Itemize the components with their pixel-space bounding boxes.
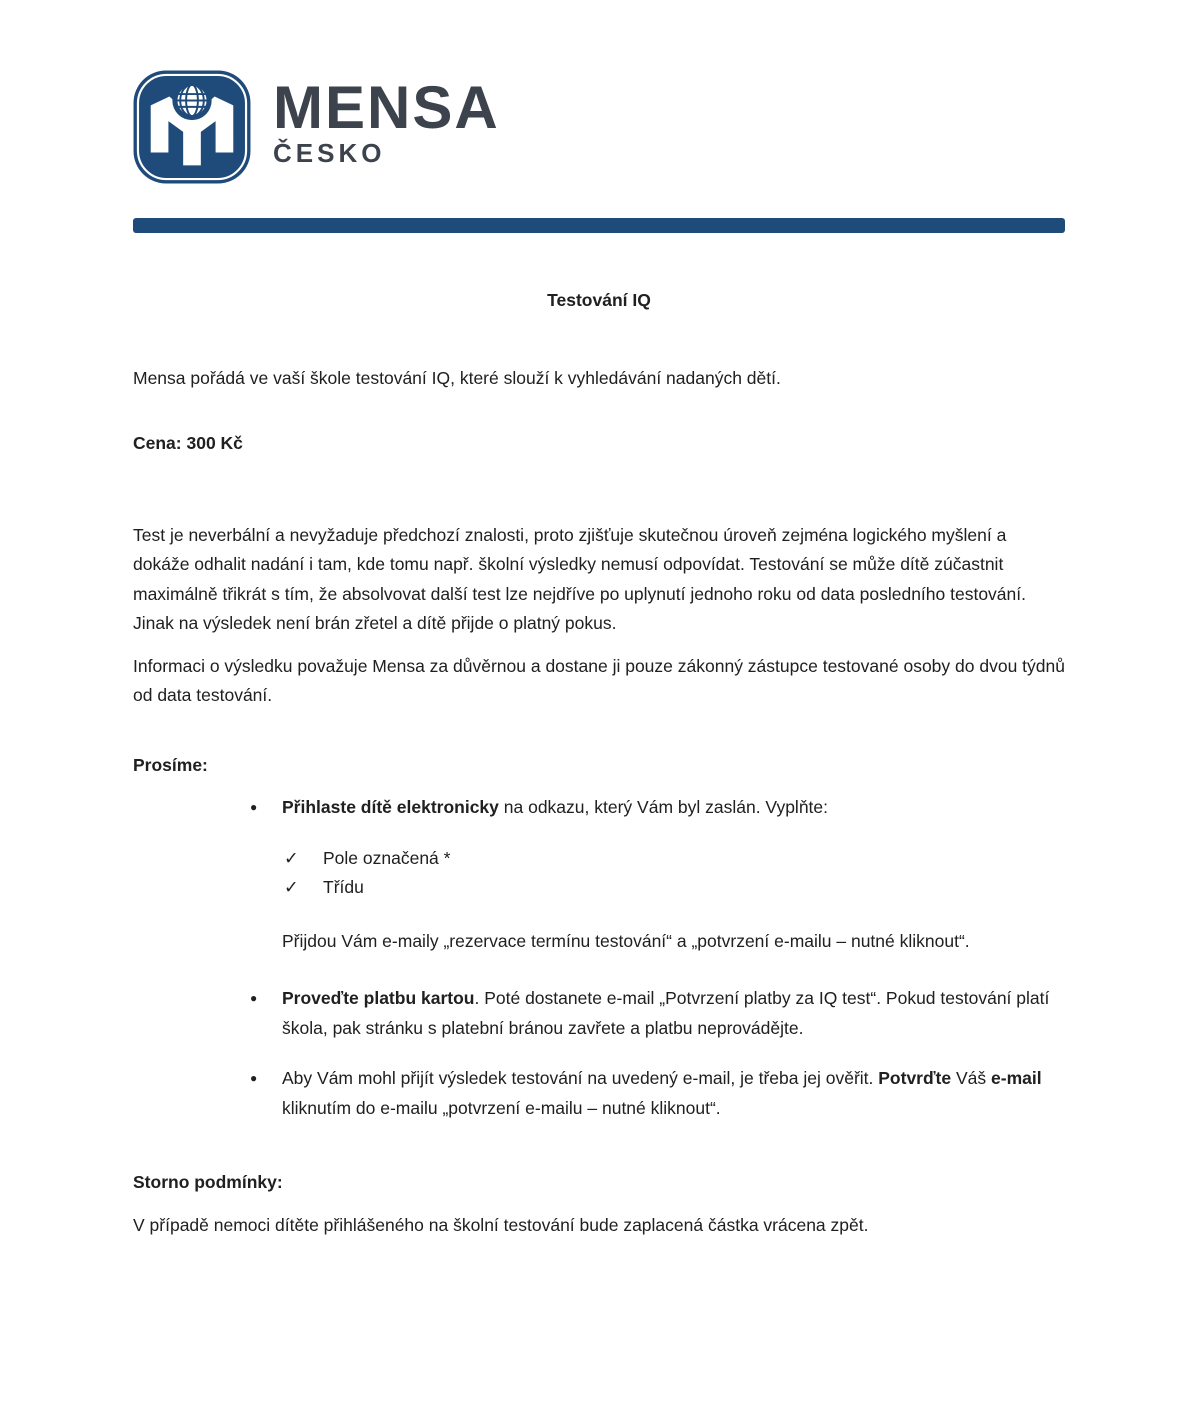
list-item-text xyxy=(282,1064,1065,1123)
results-confidentiality-paragraph: Informaci o výsledku považuje Mensa za důvěrnou a dostane ji pouze zákonný zástupce testované osoby do dvou týdnů od data testování. xyxy=(133,655,1065,705)
verify-part1-text: Aby Vám mohl přijít výsledek testování na uvedený e-mail, je třeba jej ověřit. xyxy=(282,1068,879,1088)
mensa-logo xyxy=(133,70,1065,185)
cancellation-heading: Storno podmínky: xyxy=(133,1172,283,1192)
list-item-text xyxy=(282,793,1065,823)
verify-part2-text: Váš xyxy=(951,1068,992,1088)
bullet-icon: ● xyxy=(250,991,258,1005)
list-item-text xyxy=(282,984,1065,1043)
bullet-icon: ● xyxy=(250,1071,258,1085)
mensa-m-globe-icon xyxy=(133,70,251,189)
checklist xyxy=(133,844,1065,903)
list-item xyxy=(133,844,1065,874)
please-heading: Prosíme: xyxy=(133,754,208,775)
verify-bold2-text: e-mail xyxy=(991,1068,1042,1088)
bullet-icon: ● xyxy=(250,800,258,814)
logo-country-text: ČESKO xyxy=(273,138,386,168)
payment-bold-text: Proveďte platbu kartou xyxy=(282,988,475,1008)
signup-bold-text: Přihlaste dítě elektronicky xyxy=(282,797,499,817)
signup-rest-text: na odkazu, který Vám byl zaslán. Vyplňte: xyxy=(498,797,829,817)
verify-bold1-text: Potvrďte xyxy=(878,1068,952,1088)
payment-rest-text: . Poté dostanete e-mail „Potvrzení platby za IQ test“. Pokud testování platí škola, pak stránku s platební bránou zavřete a platbu neprovádějte. xyxy=(282,988,1050,1038)
price-heading: Cena: 300 Kč xyxy=(133,433,243,453)
list-item-verify-email xyxy=(133,1064,1065,1123)
list-item-payment xyxy=(133,984,1065,1043)
emails-note-paragraph: Přijdou Vám e-maily „rezervace termínu testování“ a „potvrzení e-mailu – nutné kliknout“. xyxy=(282,930,970,951)
list-item-signup xyxy=(133,793,1065,823)
test-description-paragraph: Test je neverbální a nevyžaduje předchozí znalosti, proto zjišťuje skutečnou úroveň zejména logického myšlení a dokáže odhalit nadání i tam, kde tomu např. školní výsledky nemusí odpovídat. Testování se může dítě zúčastnit maximálně třikrát s tím, že absolvovat další test lze nejdříve po uplynutí jednoho roku od data posledního testování. Jinak na výsledek není brán zřetel a dítě přijde o platný pokus. xyxy=(133,524,1026,633)
check-item-text: Třídu xyxy=(323,877,364,897)
checkmark-icon: ✓ xyxy=(284,877,299,897)
document-body xyxy=(133,286,1065,1240)
logo-brand-text: MENSA xyxy=(273,74,500,141)
logo-wordmark xyxy=(273,70,500,166)
header-divider-bar xyxy=(133,218,1065,233)
checkmark-icon: ✓ xyxy=(284,847,299,868)
cancellation-paragraph: V případě nemoci dítěte přihlášeného na školní testování bude zaplacená částka vrácena zpět. xyxy=(133,1214,869,1235)
intro-paragraph: Mensa pořádá ve vaší škole testování IQ, které slouží k vyhledávání nadaných dětí. xyxy=(133,367,781,388)
list-item xyxy=(133,873,1065,903)
verify-part3-text: kliknutím do e-mailu „potvrzení e-mailu – nutné kliknout“. xyxy=(282,1097,721,1118)
page-title: Testování IQ xyxy=(547,290,651,310)
check-item-text: Pole označená * xyxy=(323,847,451,868)
